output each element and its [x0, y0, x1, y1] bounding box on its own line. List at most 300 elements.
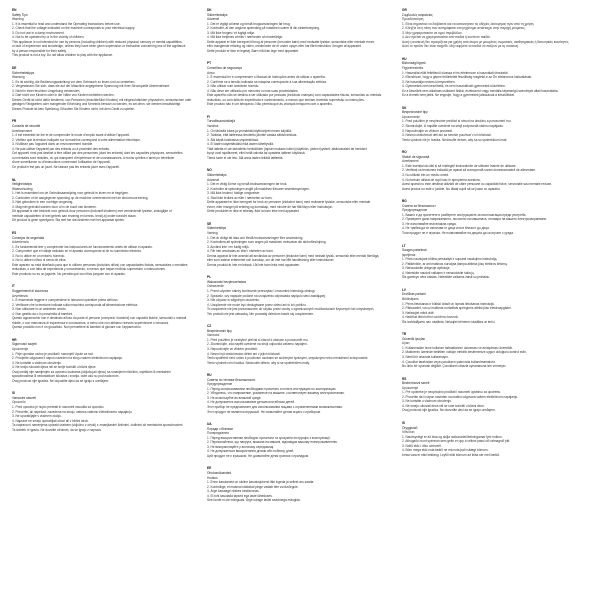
section-body	[12, 240, 197, 276]
section-body	[207, 333, 392, 365]
body-line: 4. Gyermekek nem kezelhetik, és nem használható gyermekek közelében.	[402, 84, 506, 89]
body-line: Avertisment	[402, 159, 419, 164]
body-line: Este producto no es un juguete. No permita que los niños jueguen con el aparato.	[12, 271, 126, 276]
body-line: 3. Nu utilizați într-un mediu umed.	[402, 172, 449, 177]
body-line: 3. Nelietojiet mitrā vidē.	[402, 310, 435, 315]
body-line: Waarschuwing	[12, 186, 33, 191]
section-title: Советы по технике безопасности	[207, 377, 256, 382]
column-3	[402, 8, 587, 596]
body-line: ou mentales sont réduites, ou qui manquent d'expérience et de connaissances, à moins qu'elles n'aient pu bénéficier	[12, 155, 175, 160]
body-line: Þessi vara er ekki leikfang. Leyfið ekki börnum að leika sér með tækið.	[402, 452, 500, 457]
body-line: This appliance is not intended for use by persons (including children) with reduced physical, sensory or mental capabilities,	[12, 39, 183, 44]
language-section	[207, 324, 392, 365]
body-line: Denna apparat är inte avsedd att användas av personer (inklusive barn) med nedsatt fysisk, sensorisk eller mental förmåga,	[207, 253, 380, 258]
body-line: 1. Kullanmadan önce kullanım talimatlarının okunması ve anlaşılması önemlidir.	[402, 345, 513, 350]
body-line: Figyelmeztetés	[402, 66, 424, 71]
body-line: Dette produktet er ikke et leketøy. Ikke la barn leke med apparatet.	[207, 209, 300, 214]
body-line: 1. Il est essentiel de lire et de comprendre le mode d'emploi avant d'utiliser l'appareil.	[12, 133, 130, 138]
body-line: 2. Proverite da li napon naveden na mašini odgovara vašem električnom napajanju.	[402, 394, 519, 399]
body-line: 1. É essencial ler e compreender o Manual de Instruções antes de utilizar o aparelho.	[207, 75, 326, 80]
section-title: Drošības padomi	[402, 292, 426, 297]
section-title: Safety Tips	[12, 12, 28, 17]
body-line: 1. Det er viktig å lese og forstå bruksanvisningen før bruk.	[207, 182, 288, 187]
language-code: DK	[207, 8, 212, 12]
section-body	[207, 17, 392, 53]
body-line: reduzidas, ou com falta de experiência e conhecimento, a menos que tenham recebido supervisão ou instruções.	[207, 97, 365, 102]
body-line: 4. No lo utilicen niños ni cerca de ellos.	[12, 258, 67, 263]
section-body	[207, 284, 392, 316]
body-line: 1. Este esențial să citiți și să înțelegeți instrucțiunile de utilizare înainte de utilizare.	[402, 163, 517, 168]
language-section	[207, 466, 392, 502]
body-line: kyvyt ovat rajoittuneet, ellei heitä valvota tai opasteta laitteen käytössä.	[207, 151, 306, 156]
body-line: 3. Nemli bir ortamda kullanmayın.	[402, 355, 449, 359]
section-body	[207, 71, 392, 107]
body-line: mentale capaciteiten of met gebrek aan ervaring en kennis, tenzij zij onder toezicht staan.	[12, 213, 137, 218]
language-code: LT	[402, 243, 406, 248]
body-line: 3. No lo utilice en un entorno húmedo.	[12, 253, 66, 258]
body-line: Ce produit n'est pas un jouet. Ne laissez pas les enfants jouer avec l'appareil.	[12, 164, 120, 169]
section-body	[402, 208, 587, 235]
body-line: 1. Het is essentieel om de Gebruiksaanwijzing voor gebruik te lezen en te begrijpen.	[12, 191, 129, 196]
body-line: 2. Verificare che la tensione indicata sulla macchina corrisponda all'alimentazione elettrica.	[12, 302, 138, 307]
section-body	[402, 386, 587, 413]
body-line: 1. Det er vigtigt at læse og forstå brugsanvisningen før brug.	[207, 21, 291, 26]
section-body	[12, 294, 197, 330]
body-line: Dit product is geen speelgoed. Sta niet toe dat kinderen met het apparaat spelen.	[12, 218, 126, 223]
language-code: NO	[207, 168, 212, 173]
section-body	[207, 382, 392, 414]
section-title: Suggerimenti di sicurezza	[12, 288, 48, 293]
language-section	[207, 115, 392, 160]
section-body	[402, 159, 587, 191]
body-line: 3. Nie używać w wilgotnym otoczeniu.	[207, 298, 260, 303]
body-line: 4. Må ikke betjenes af eller i nærheden af mindreårige.	[207, 35, 283, 40]
language-code: RO	[402, 150, 407, 155]
body-line: Tento spotřebič není určen k používání osobami se sníženými fyzickými, smyslovými nebo mentálními schopnostmi.	[207, 356, 369, 361]
body-line: 3. Ne uporabljajte v vlažnem okolju.	[12, 414, 62, 419]
body-line: Dieses Gerät ist nicht dafür bestimmt, von Personen (einschließlich Kindern) mit eingeschränkten physischen, sensorischen oder	[12, 97, 192, 102]
section-body	[402, 253, 587, 280]
language-section	[402, 244, 587, 280]
body-line: 4. Çocuklar tarafından veya çocukların yakınında kullanılmamalıdır.	[402, 359, 496, 364]
body-line: Попередження	[207, 431, 229, 436]
body-line: Предупреждение	[402, 208, 428, 213]
body-line: Este produto não é um brinquedo. Não permita que as crianças brinquem com o aparelho.	[207, 102, 333, 107]
language-section	[207, 61, 392, 106]
language-section	[12, 178, 197, 223]
body-line: evner, eller mangel på erfaring og kunnskap, med mindre de har fått tilsyn eller instruksjon.	[207, 204, 334, 209]
body-line: Denna produkt är inte en leksak. Låt inte barn leka med apparaten.	[207, 262, 301, 267]
body-line: 2. Skontrolujte, či napätie uvedené na stroji zodpovedá vášmu napájaniu.	[402, 124, 504, 129]
section-title: Sikkerhetstips	[207, 172, 227, 177]
body-line: 3. Använd inte i en fuktig miljö.	[207, 244, 250, 249]
body-line: 2. Vérifiez que la tension indiquée sur la machine correspond à votre alimentation électrique.	[12, 137, 141, 142]
language-section	[207, 275, 392, 316]
language-code: FR	[12, 119, 17, 124]
language-code: GR	[402, 8, 407, 12]
body-line: 2. Ελέγξτε ότι η τάση που αναγράφεται στο μηχάνημα αντιστοιχεί στην παροχή ρεύματος.	[402, 26, 526, 31]
body-line: Αυτό το προϊόν δεν είναι παιχνίδι. Μην αφήνετε τα παιδιά να παίζουν με τη συσκευή.	[402, 44, 519, 49]
section-title: Ohutusnõuanded	[207, 471, 232, 476]
section-title: Bezbednosni saveti	[402, 381, 430, 386]
language-code: SK	[402, 105, 407, 110]
section-body	[12, 400, 197, 432]
body-line: 3. Niet gebruiken in een vochtige omgeving.	[12, 200, 74, 205]
section-title: Güvenlik ipuçları	[402, 336, 426, 341]
language-section	[207, 422, 392, 458]
body-line: Ovaj proizvod nije igračka. Ne dozvolite deci da se igraju uređajem.	[402, 408, 496, 413]
body-line: 4. Не допускается использование детьми или вблизи детей.	[207, 400, 295, 405]
language-code: RS	[402, 376, 407, 381]
section-body	[207, 476, 392, 503]
body-line: Uyarı	[402, 341, 410, 346]
section-title: Bezpečnostné tipy	[402, 110, 428, 115]
language-code: TR	[402, 332, 407, 337]
language-section	[207, 373, 392, 414]
body-line: Viðvörun	[402, 430, 415, 435]
body-line: 4. Not to be operated by or in the vicinity of children.	[12, 35, 85, 40]
language-code: PT	[207, 61, 212, 66]
body-line: 4. Ne pas utiliser l'appareil par des enfants ou à proximité des enfants.	[12, 146, 110, 151]
language-code: EN	[12, 8, 17, 12]
body-line: 2. Confirme se a tensão indicada na máquina corresponde à sua alimentação elétrica.	[207, 79, 327, 84]
section-title: Συμβουλές ασφαλείας	[402, 12, 433, 17]
body-line: 2. Patikrinkite, ar ant mašinos nurodyta įtampa atitinka jūsų elektros tiekimą.	[402, 261, 508, 266]
body-line: by a person responsible for their safety.	[12, 48, 67, 53]
language-section	[12, 284, 197, 329]
body-line: Avvertenza	[12, 293, 28, 298]
body-line: Acest produs nu este o jucărie. Nu lăsați copiii să se joace cu aparatul.	[402, 186, 501, 191]
body-line: 2. Provjerite odgovara li napon naveden na stroju vašem električnom napajanju.	[12, 356, 123, 361]
body-line: 4. Δεν πρέπει να χρησιμοποιείται από παιδιά ή κοντά σε παιδιά.	[402, 35, 491, 40]
language-section	[207, 222, 392, 267]
section-body	[402, 297, 587, 324]
body-line: 4. Får inte användas av eller i närheten av barn.	[207, 249, 274, 254]
section-title: Wskazówki bezpieczeństwa	[207, 279, 247, 284]
body-line: Acest aparat nu este destinat utilizării de către persoane cu capacități fizice, senzoriale sau mentale reduse.	[402, 182, 552, 187]
body-line: 4. Börn mega ekki nota tækið né má nota það nálægt börnum.	[402, 448, 489, 453]
language-code: EE	[207, 466, 212, 471]
body-line: 2. Убедитесь, что напряжение, указанное на машине, соответствует вашему электропитанию.	[207, 391, 345, 396]
body-line: Cet appareil n'est pas destiné à être utilisé par des personnes (dont les enfants) dont les capacités physiques, sensorielles	[12, 151, 183, 156]
body-line: 3. Não utilizar num ambiente húmido.	[207, 84, 260, 89]
body-line: Aviso	[207, 70, 215, 75]
body-line: Этот продукт не является игрушкой. Не позволяйте детям играть с прибором.	[207, 409, 321, 414]
body-line: 4. Ne smiju rukovati djeca niti se smije koristiti u blizini djece.	[12, 365, 97, 370]
body-line: Advertencia	[12, 240, 29, 245]
body-line: 4. Skal ikke brukes av eller i nærheten av barn.	[207, 195, 273, 200]
body-line: Ostrzeżenie	[207, 284, 224, 289]
body-line: Ez a készülék nem alkalmas csökkent fizikai, érzékszervi vagy mentális képességű személyek általi használatra.	[402, 88, 559, 93]
body-line: 1. Pre upotrebe je neophodno pročitati i razumeti uputstvo za upotrebu.	[402, 390, 502, 395]
body-line: 1. Είναι σημαντικό να διαβάσετε και να κατανοήσετε τις οδηγίες λειτουργίας πριν από τη χρήση.	[402, 21, 535, 26]
body-line: This product is not a toy. Do not allow children to play with the appliance.	[12, 53, 114, 58]
body-line: Advarsel	[207, 177, 220, 182]
body-line: 3. Non utilizzare in un ambiente umido.	[12, 307, 67, 312]
body-line: 1. It is essential to read and understand the Operating Instructions before use.	[12, 21, 121, 26]
body-line: Varning	[207, 230, 218, 235]
body-line: 3. Не используйте во влажной среде.	[207, 395, 262, 400]
body-line: 2. Athugaðu hvort spennan sem gefin er upp á vélinni passi við rafmagnið þitt.	[402, 439, 511, 444]
body-line: or lack of experience and knowledge, unless they have been given supervision or instruction concerning use of the appliance	[12, 44, 186, 49]
language-section	[402, 421, 587, 457]
body-line: 2. Vergewissern Sie sich, dass die auf der Maschine angegebene Spannung mit Ihrer Stromquelle übereinstimmt.	[12, 84, 170, 89]
body-line: 4. Darf nicht von Kindern oder in der Nähe von Kindern betrieben werden.	[12, 93, 115, 98]
body-line: Ta naprava ni namenjena uporabi osebam (vključno z otroki) z zmanjšanimi fizičnimi, čutilnimi ali mentalnimi sposobnostmi.	[12, 423, 184, 428]
body-line: Šis izstrādājums nav rotaļlieta. Neļaujiet bērniem rotaļāties ar ierīci.	[402, 319, 496, 324]
body-line: 4. Urządzenie nie może być obsługiwane przez dzieci ani w ich pobliżu.	[207, 302, 307, 307]
section-body	[402, 66, 587, 98]
section-body	[12, 347, 197, 383]
body-line: ridotte, o con mancanza di esperienza e conoscenza, a meno che non abbiano ricevuto supervisione o istruzioni.	[12, 320, 169, 325]
body-line: 4. Ei lasten käytettäväksi eikä lasten lähettyvillä.	[207, 142, 274, 147]
section-body	[207, 178, 392, 214]
section-title: Öryggisráð	[402, 425, 418, 430]
body-line: 2. Kontrollera att spänningen som anges på maskinen motsvarar din strömförsörjning.	[207, 240, 327, 245]
body-line: See toode ei ole mänguasi. Ärge lubage lastel seadmega mängida.	[207, 498, 301, 503]
language-section	[12, 231, 197, 276]
body-line: sposobnostima ili nedostatkom iskustva i znanja, osim ako su pod nadzorom.	[12, 374, 120, 379]
body-line: Dit apparaat is niet bedoeld voor gebruik door personen (inclusief kinderen) met verminderde fysieke, zintuiglijke of	[12, 209, 172, 214]
section-body	[402, 341, 587, 368]
language-code: DE	[12, 66, 17, 71]
body-line: 4. Naprave ne smejo uporabljati otroci ali v bližini otrok.	[12, 418, 89, 423]
language-code: PL	[207, 275, 212, 280]
body-line: 1. Перед использованием необходимо прочитать и понять инструкцию по эксплуатации.	[207, 386, 337, 391]
body-line: 2. Ellenőrizze, hogy a gépen feltüntetett feszültség megfelel-e az Ön elektromos hálózatának.	[402, 75, 532, 80]
section-title: Съвети за безопасност	[402, 203, 436, 208]
body-line: Advarsel	[207, 17, 220, 22]
language-section	[402, 199, 587, 235]
body-line: 3. Nicht in einer feuchten Umgebung verwenden.	[12, 88, 81, 93]
body-line: Varování	[207, 333, 220, 338]
body-line: 3. Не використовуйте у вологому середовищі.	[207, 444, 274, 449]
body-line: 1. Перед використанням необхідно прочитати та зрозуміти інструкцію з експлуатації.	[207, 435, 331, 440]
body-line: 4. Non gestito da o in prossimità di bambini.	[12, 311, 73, 316]
section-body	[402, 115, 587, 142]
section-title: Varnostni nasveti	[12, 395, 36, 400]
body-line: 4. Neleiskite naudoti vaikams ir nenaudokite šalia jų.	[402, 270, 475, 275]
body-line: 1. Det är viktigt att läsa och förstå bruksanvisningen före användning.	[207, 235, 304, 240]
body-line: Ovaj proizvod nije igračka. Ne dopustite djeci da se igraju s uređajem.	[12, 378, 110, 383]
body-line: 1. Es fundamental leer y comprender las instrucciones de funcionamiento antes de utilizar el aparato.	[12, 244, 153, 249]
body-line: 3. N'utilisez pas l'appareil dans un environnement humide.	[12, 142, 94, 147]
language-code: SI	[12, 391, 15, 396]
section-title: Veiligheidstips	[12, 182, 32, 187]
body-line: 4. Nesmí být obsluhováno dětmi ani v jejich blízkosti.	[207, 351, 281, 356]
body-line: 3. Må ikke bruges i et fugtigt miljø.	[207, 30, 255, 35]
body-line: 1. Prije uporabe važno je pročitati i razumjeti Upute za rad.	[12, 351, 94, 356]
language-code: ES	[12, 230, 17, 235]
body-line: 3. Älä käytä kosteassa ympäristössä.	[207, 137, 259, 142]
body-line: Цей продукт не є іграшкою. Не дозволяйте дітям гратися з приладом.	[207, 453, 309, 458]
body-line: 3. Nenaudokite drėgnoje aplinkoje.	[402, 266, 451, 271]
language-code: SE	[207, 221, 212, 226]
section-title: Sicherheitstipps	[12, 70, 35, 75]
body-line: geistigen Fähigkeiten oder mangelnder Erfahrung und Kenntnis benutzt zu werden, es sei denn, sie werden beaufsichtigt.	[12, 102, 181, 107]
section-title: Biztonsági tippek	[402, 61, 426, 66]
body-line: 2. Zkontrolujte, zda napětí uvedené na stroji odpovídá vašemu napájení.	[207, 342, 308, 347]
body-line: 3. Μην χρησιμοποιείτε σε υγρό περιβάλλον.	[402, 30, 463, 35]
body-line: Ez a termék nem játék. Ne engedje, hogy a gyermekek játsszanak a készülékkel.	[402, 93, 515, 98]
body-line: 3. Ne koristite u vlažnom okruženju.	[12, 360, 62, 365]
language-section	[402, 8, 587, 49]
body-line: 1. Nauðsynlegt er að lesa og skilja notkunarleiðbeiningarnar fyrir notkun.	[402, 434, 503, 439]
body-line: 2. Sprawdź, czy napięcie podane na urządzeniu odpowiada napięciu sieci zasilającej.	[207, 293, 326, 298]
body-line: 2. Pārbaudiet, vai uz mašīnas norādītais spriegums atbilst jūsu elektroapgādei.	[402, 306, 512, 311]
body-line: 4. Mag niet gebruikt worden door of in de buurt van kinderen.	[12, 204, 97, 209]
body-line: 1. Pred uporabo je nujno prebrati in razumeti navodila za uporabo.	[12, 405, 105, 410]
body-line: 3. Ne koristite u vlažnom okruženju.	[402, 399, 452, 404]
body-line: Этот прибор не предназначен для использования лицами с ограниченными возможностями.	[207, 405, 343, 410]
body-line: 1. Před použitím je nezbytné přečíst si návod k obsluze a porozumět mu.	[207, 337, 309, 342]
body-line: Warnung	[12, 75, 25, 80]
body-line: 3. Ärge kasutage niiskes keskkonnas.	[207, 489, 260, 494]
body-line: 3. Ne használja nedves környezetben.	[402, 79, 456, 84]
language-section	[402, 150, 587, 191]
body-line: Upozorenje	[402, 385, 419, 390]
language-code: IS	[402, 421, 405, 426]
body-line: 3. Må ikke brukes i fuktige omgivelser.	[207, 191, 261, 196]
body-line: eller manglende erfaring og viden, medmindre de er under opsyn eller har fået instruktion i brugen af apparatet.	[207, 44, 362, 49]
language-section	[207, 168, 392, 213]
section-title: Поради з безпеки	[207, 426, 233, 431]
body-line: Dette produkt er ikke et legetøj. Børn må ikke lege med apparatet.	[207, 48, 299, 53]
section-title: Conseils de sécurité	[12, 124, 41, 129]
language-section	[12, 338, 197, 383]
language-section	[402, 377, 587, 413]
body-line: 1. Przed użyciem należy koniecznie przeczytać i zrozumieć instrukcję obsługi.	[207, 288, 316, 293]
body-line: 2. Makinenin üzerinde belirtilen voltajın elektrik beslemenize uygun olduğunu kontrol edin.	[402, 350, 527, 355]
language-section	[207, 8, 392, 53]
language-section	[402, 106, 587, 142]
body-line: 2. Проверете дали напрежението, посочено на машината, отговаря на вашето електрозахранване.	[402, 217, 547, 222]
body-line: reducidas, o con falta de experiencia y conocimiento, a menos que hayan recibido supervisión o instrucciones.	[12, 267, 166, 272]
language-code: HR	[12, 337, 17, 342]
language-code: RU	[207, 373, 212, 378]
body-line: Dette apparat er ikke beregnet til brug af personer (herunder børn) med nedsatte fysiske, sensoriske eller mentale evner,	[207, 39, 375, 44]
body-line: Warning	[12, 17, 24, 22]
body-line: 2. Controleer of de aangegeven spanning op de machine overeenkomt met de stroomvoorziening.	[12, 195, 149, 200]
language-section	[402, 288, 587, 324]
language-code: NL	[12, 177, 17, 182]
body-line: Ta izdelek ni igrača. Ne dovolite otrokom, da se igrajo z napravo.	[12, 427, 102, 432]
body-line: Upozorenje	[12, 347, 29, 351]
body-line: 2. Verificați ca tensiunea indicată pe aparat să corespundă sursei dumneavoastră de alimentare.	[402, 168, 537, 173]
body-line: Ten produkt nie jest zabawką. Nie pozwalaj dzieciom bawić się urządzeniem.	[207, 311, 314, 316]
body-line: Hoiatus	[207, 475, 218, 480]
body-line: 2. Tarkista, että laitteessa ilmoitettu jännite vastaa sähköverkkoa.	[207, 133, 298, 138]
body-line: 1. Enne kasutamist on oluline kasutusjuhend läbi lugeda ja sellest aru saada.	[207, 480, 315, 485]
section-body	[12, 187, 197, 223]
section-title: Saugos patarimai	[402, 248, 427, 253]
body-line: Tento výrobek není hračka. Nedovolte dětem, aby si se spotřebičem hrály.	[207, 360, 310, 365]
body-line: Šis gaminys nėra žaislas. Neleiskite vaikams žaisti su prietaisu.	[402, 275, 491, 280]
body-line: eller som saknar erfarenhet och kunskap, om de inte har fått handledning eller instruktioner.	[207, 258, 335, 263]
section-body	[207, 231, 392, 267]
body-line: 1. È essenziale leggere e comprendere le Istruzioni operative prima dell'uso.	[12, 298, 119, 303]
body-line: Tämä tuote ei ole lelu. Älä anna lasten leikkiä laitteella.	[207, 155, 284, 160]
body-line: 2. Check that the voltage indicated on the machine corresponds to your electrical supply.	[12, 26, 136, 31]
language-section	[12, 391, 197, 432]
language-code: BG	[402, 199, 407, 204]
body-line: 2. Preverite, ali napetost, navedena na stroju, ustreza vašemu električnemu napajanju.	[12, 409, 133, 414]
body-line: 1. Pred použitím je nevyhnutné prečítať si návod na obsluhu a porozumieť mu.	[402, 119, 512, 124]
body-line: Avertissement	[12, 128, 32, 133]
body-line: 3. Nepoužívejte ve vlhkém prostředí.	[207, 347, 259, 351]
body-line: Questo prodotto non è un giocattolo. Non permettere ai bambini di giocare con l'apparecchio.	[12, 325, 142, 330]
body-line: 4. Nu trebuie utilizat de copii sau în apropierea acestora.	[402, 177, 481, 182]
body-line: Tento výrobok nie je hračka. Nedovoľte deťom, aby sa so spotrebičom hrali.	[402, 137, 508, 142]
body-line: 4. Не трябва да се използва от деца или в близост до деца.	[402, 226, 490, 231]
language-section	[12, 8, 197, 58]
body-line: 4. Não deve ser utilizado por menores ou nas suas proximidades.	[207, 88, 299, 93]
body-line: Questo apparecchio non è destinato all'uso da parte di persone (compresi i bambini) con capacità fisiche, sensoriali o mentali	[12, 316, 187, 321]
language-code: HU	[402, 56, 407, 61]
column-2	[207, 8, 392, 596]
section-title: Sfaturi de siguranță	[402, 154, 430, 159]
body-line: d'une surveillance ou d'instructions concernant l'utilisation de l'appareil.	[12, 160, 111, 165]
section-title: Sigurnosni savjeti	[12, 342, 37, 347]
section-body	[12, 75, 197, 111]
body-line: Този продукт не е играчка. Не позволявайте на децата да си играят с уреда.	[402, 230, 514, 235]
body-line: Dette apparatet er ikke beregnet for bruk av personer (inkludert barn) med reduserte fysiske, sensoriske eller mentale	[207, 200, 371, 205]
body-line: Tätä laitetta ei ole tarkoitettu henkilöiden (lapset mukaan lukien) käyttöön, joiden fyysiset, aistinvaraiset tai henkiset	[207, 146, 367, 151]
section-title: Bezpečnostní tipy	[207, 328, 232, 333]
language-section	[402, 57, 587, 98]
body-line: Opozorilo	[12, 400, 26, 405]
language-section	[402, 332, 587, 368]
body-line: Προειδοποίηση	[402, 17, 424, 22]
body-line: Предупреждение	[207, 382, 233, 387]
section-body	[12, 17, 197, 58]
body-line: 2. Kontrollér, at den angivne spænding på maskinen svarer til din strømforsyning.	[207, 26, 320, 31]
language-code: IT	[12, 284, 15, 289]
section-title: Sikkerhedstips	[207, 12, 228, 17]
language-section	[12, 66, 197, 111]
body-line: 1. Használat előtt feltétlenül olvassa el és értelmezze a használati útmutatót.	[402, 70, 509, 75]
body-line: 3. Не използвайте във влажна среда.	[402, 221, 457, 226]
section-title: Conselhos de segurança	[207, 66, 242, 71]
column-1	[12, 8, 197, 596]
section-body	[402, 430, 587, 457]
body-line: 3. Nepoužívajte vo vlhkom prostredí.	[402, 128, 454, 133]
body-line: 4. Ei tohi kasutada lapsed ega laste läheduses.	[207, 493, 273, 498]
section-title: Turvallisuusvinkkejä	[207, 119, 236, 124]
body-line: Este aparato no está diseñado para que lo utilicen personas (incluidos niños) con capacidades físicas, sensoriales o mentales	[12, 262, 188, 267]
body-line: 1. Prieš naudojant būtina perskaityti ir suprasti naudojimo instrukciją.	[402, 257, 498, 262]
body-line: 1. Pirms lietošanas ir būtiski izlasīt un izprast lietošanas instrukciju.	[402, 301, 495, 306]
body-line: Ovaj uređaj nije namijenjen za uporabu osobama (uključujući djecu) sa smanjenim fizičkim, osjetilnim ili mentalnim	[12, 369, 171, 374]
body-line: 2. Compruebe que el voltaje indicado en el aparato corresponde al de su suministro eléctrico.	[12, 249, 142, 254]
body-line: 4. Nedrīkst lietot bērni vai bērnu tuvumā.	[402, 315, 459, 320]
body-line: Bu ürün bir oyuncak değildir. Çocukların cihazla oynamasına izin vermeyin.	[402, 364, 507, 369]
body-line: 4. Nesmú obsluhovať deti ani sa nesmie používať v ich blízkosti.	[402, 133, 492, 138]
body-line: Įspėjimas	[402, 252, 416, 257]
language-code: CZ	[207, 324, 212, 329]
body-line: 3. Do not use in a damp environment.	[12, 30, 65, 35]
body-line: 4. Не допускається використання дітьми або поблизу дітей.	[207, 449, 295, 454]
language-code: LV	[402, 287, 406, 292]
body-line: Este aparelho não se destina a ser utilizado por pessoas (incluindo crianças) com capacidades físicas, sensoriais ou mentais	[207, 93, 382, 98]
body-line: 2. Переконайтеся, що напруга, вказана на машині, відповідає вашому електроживленню.	[207, 440, 338, 445]
body-line: 1. Es ist wichtig, die Bedienungsanleitung vor dem Gebrauch zu lesen und zu verstehen.	[12, 79, 136, 84]
body-line: 1. On tärkeää lukea ja ymmärtää käyttöohjeet ennen käyttöä.	[207, 128, 292, 133]
language-section	[12, 119, 197, 169]
body-line: To urządzenie nie jest przeznaczone do użytku przez osoby o ograniczonych możliwościach fizycznych lub umysłowych.	[207, 307, 375, 312]
section-body	[207, 124, 392, 160]
language-code: UA	[207, 422, 212, 427]
